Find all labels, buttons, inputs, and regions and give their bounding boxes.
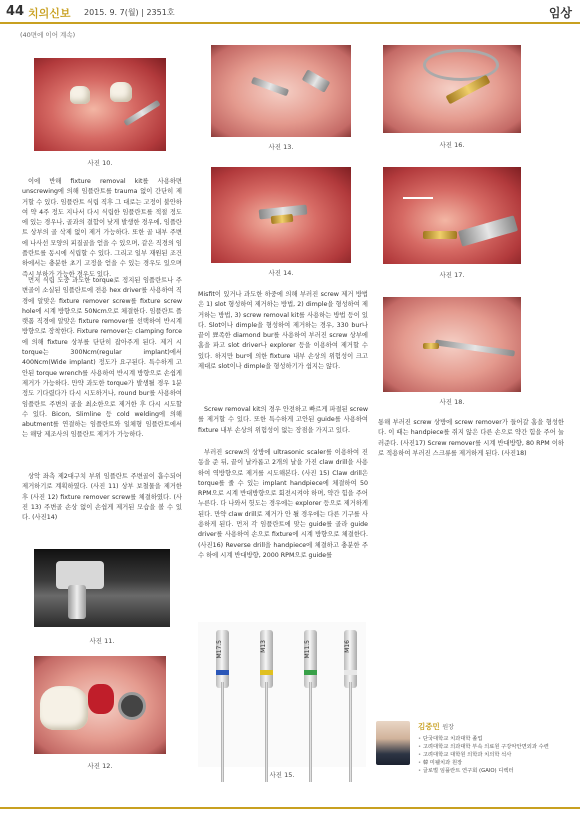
- caption-photo-12: 사진 12.: [87, 762, 113, 770]
- bur-3: [304, 630, 317, 688]
- bio-line: • 韓 미웰치과 원장: [418, 758, 462, 766]
- bio-line: • 글로벌 임플란트 연구회 (GAIO) 디렉터: [418, 766, 514, 774]
- bur-4: [344, 630, 357, 688]
- author-name-text: 김중민: [418, 722, 440, 731]
- caption-photo-16: 사진 16.: [439, 141, 465, 149]
- bur-2: [260, 630, 273, 688]
- bur-color-band: [304, 670, 317, 675]
- header-rule: [0, 22, 580, 24]
- photo-17: [383, 167, 521, 264]
- author-photo: [376, 721, 410, 765]
- author-role: 원장: [442, 724, 454, 731]
- col3-paragraph-1: 통해 부러진 screw 상방에 screw remover가 들어갈 홈을 형성한다. 이 때는 handpiece를 쥐지 않은 다른 손으로 약간 힘을 주어 눌러준다. (사진17) Screw remover를 시계 반대방향, 80 RPM 이하로 적용하여 부러진 스크류를 제거하게 된다. (사진18): [378, 419, 564, 457]
- author-name: [418, 721, 454, 732]
- bur-label: M17.5: [216, 640, 223, 659]
- photo-18: [383, 297, 521, 392]
- col2-paragraph-1: Misfit이 있거나 과도한 하중에 의해 부러진 screw 제거 방법은 1) slot 형성하여 제거하는 방법, 2) dimple을 형성하여 제거하는 방법, 3) screw removal kit를 사용하는 방법 등이 있다. Slot이나 dimple을 형성하여 제거하는 경우, 330 bur나 끝이 뾰족한 diamond bur를 사용하여 부러진 screw 상부에 홈을 파고 slot driver나 explorer 등을 이용하여 제거할 수 있다. 하지만 bur에 의한 fixture 내부 손상의 위험성이 크고 제대로 slot이나 dimple을 형성하기가 쉽지는 않다.: [198, 291, 368, 371]
- photo-14: [211, 167, 351, 263]
- bur-color-band: [260, 670, 273, 675]
- photo-16: [383, 45, 521, 133]
- bio-line: • 단국대학교 치과대학 졸업: [418, 734, 482, 742]
- bur-label: M16: [344, 640, 351, 653]
- issue-meta: 2015. 9. 7(월) | 2351호: [84, 8, 175, 17]
- bur-label: M11.5: [304, 640, 311, 659]
- caption-photo-13: 사진 13.: [268, 143, 294, 151]
- col1-paragraph-2: 먼저 식립 도중 과도한 torque로 정지된 임플란트나 주변골이 소실된 임플란트에 전용 hex driver를 사용하여 직경에 알맞은 fixture remover screw를 fixture screw hole에 시계 방향으로 50Ncm으로 체결한다. 임플란트 플랫폼 직경에 알맞은 fixture remover를 선택하여 반시계 방향으로 장착한다. Fixture remover는 clamping force에 의해 fixture 상부를 단단히 잡아주게 된다. 제거 시 torque는 300Ncm(regular implant)에서 400Ncm(Wide implant) 정도가 요구된다. 특수하게 고안된 torque wrench를 사용하여 반시계 방향으로 손쉽게 제거가 가능하다. 만약 과도한 torque가 발생될 경우 1분 정도 기다렸다가 다시 시도하거나, round bur를 사용하여 임플란트 주변의 골을 최소한으로 제거한 후 다시 시도할 수 있다. Bicon, Slimline 등 cold welding에 의해 abutment를 연결하는 임플란트와 일체형 임플란트에서는 해당 제조사의 임플란트 제거가 가능하다.: [22, 277, 182, 439]
- col1-paragraph-1: 이에 반해 fixture removal kit를 사용하면 unscrewing에 의해 임플란트를 trauma 없이 간단히 제거할 수 있다. 임플란트 식립 직후 그 대로는 고정이 불안하여 약 4주 정도 지나서 다시 식립한 임플란트를 적절 정도 에 있는 경우나, 골과의 결합이 낮게 발생한 경우에, 임플란트 상부의 골 삭제 없이 제거 가능하다. 또한 골 내부 주변에 나사선 모양의 피질골을 얻을 수 있으며, 같은 직경의 임플란트를 동시에 식립할 수 있다. 그리고 일부 재원된 조건 하에서는 충분한 초기 고정을 얻을 수 있는 경우도 있으며 즉시 부하가 가능한 경우도 있다.: [22, 178, 182, 278]
- caption-photo-15: 사진 15.: [269, 771, 295, 779]
- bur-1: [216, 630, 229, 688]
- bio-line: • 고려대학교 의과대학 부속 의료원 구강악안면외과 수련: [418, 742, 549, 750]
- caption-photo-18: 사진 18.: [439, 398, 465, 406]
- caption-photo-11: 사진 11.: [89, 637, 115, 645]
- bio-line: • 고려대학교 대학원 의학과 치의학 석사: [418, 750, 511, 758]
- footer-rule: [0, 807, 580, 809]
- continued-note: (40면에 이어 계속): [20, 31, 76, 39]
- col1-paragraph-3: 상악 좌측 제2대구치 부위 임플란트 주변골이 흡수되어 제거하기로 계획하였다. (사진 11) 상부 보철물을 제거한 후 (사진 12) fixture remover screw를 체결하였다. (사진 13) 주변골 손상 없이 손쉽게 제거된 모습을 볼 수 있다. (사진14): [22, 473, 182, 522]
- photo-13: [211, 45, 351, 137]
- caption-photo-10: 사진 10.: [87, 159, 113, 167]
- page-number: 44: [6, 4, 25, 19]
- photo-11-xray: [34, 549, 170, 627]
- author-bio: [376, 713, 568, 775]
- photo-15-drill-set: [198, 622, 366, 767]
- caption-photo-17: 사진 17.: [439, 271, 465, 279]
- paper-name: 치의신보: [28, 7, 71, 20]
- bur-color-band: [344, 670, 357, 675]
- photo-10: [34, 58, 166, 151]
- section-title: 임상: [548, 6, 572, 20]
- col2-paragraph-3: 부러진 screw의 상방에 ultrasonic scaler를 이용하여 진동을 준 뒤, 끝이 날카롭고 2개의 날을 가진 claw drill을 사용하여 역방향으로 제거를 시도해본다. (사진 15) Claw drill은 torque를 줄 수 있는 implant handpiece에 체결하여 50 RPM으로 시계 반대방향으로 회전시켜야 하며, 약간 힘을 주어 누른다. 다 나와서 헛도는 경우에는 explorer 등으로 제거하게 된다. 만약 claw drill로 제거가 안 될 경우에는 다른 기구를 사용하게 된다. 먼저 각 임플란트에 맞는 guide를 골라 guide driver를 사용하여 손으로 fixture에 시계 방향으로 체결한다. (사진16) Reverse drill을 handpiece에 체결하고 충분한 주수 하에 시계 반대방향, 2000 RPM으로 guide를: [198, 449, 368, 559]
- bur-color-band: [216, 670, 229, 675]
- photo-12: [34, 656, 166, 754]
- col2-paragraph-2: Screw removal kit의 경우 안전하고 빠르게 파절된 screw를 제거할 수 있다. 또한 특수하게 고안된 guide를 사용하여 fixture 내부 손상의 위험성이 없는 장점을 가지고 있다.: [198, 406, 368, 434]
- bur-label: M13: [260, 640, 267, 653]
- caption-photo-14: 사진 14.: [268, 269, 294, 277]
